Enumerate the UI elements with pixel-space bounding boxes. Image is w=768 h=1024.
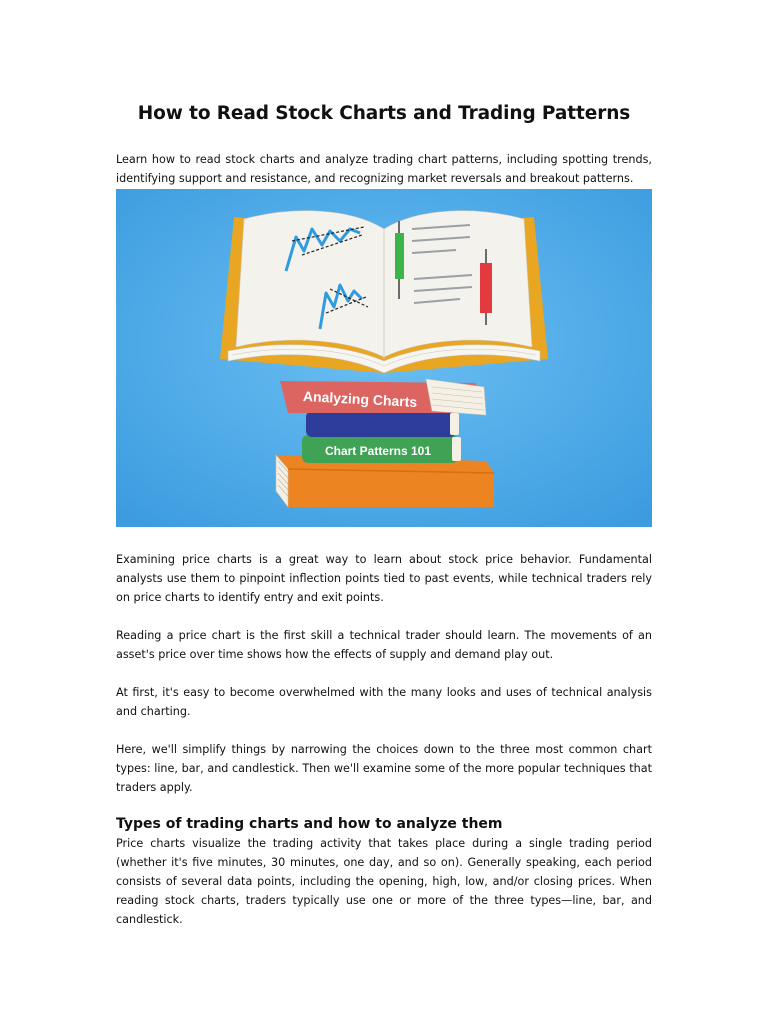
book-red (280, 379, 486, 415)
section-paragraph: Price charts visualize the trading activity that takes place during a single trading period (whether it's five minutes, 30 minutes, one day, and so on). Generally speaking, each period consists of several data points, including the opening, high, low, and/or closing prices. When reading stock charts, traders typically use one or more of the three types—line, bar, and candlestick. (116, 837, 652, 926)
paragraph: Reading a price chart is the first skill a technical trader should learn. The movements of an asset's price over time shows how the effects of supply and demand play out. (116, 629, 652, 661)
red-candle (480, 263, 492, 313)
book-navy (306, 411, 459, 437)
book-top-title: Analyzing Charts (302, 388, 418, 410)
page-title: How to Read Stock Charts and Trading Patterns (137, 103, 631, 124)
hero-illustration (116, 189, 652, 527)
open-book (220, 211, 548, 373)
book-green (302, 435, 461, 463)
paragraph: At first, it's easy to become overwhelmed with the many looks and uses of technical analysis and charting. (116, 686, 652, 718)
section-heading: Types of trading charts and how to analyze them (116, 816, 503, 832)
green-candle (395, 233, 404, 279)
paragraph: Examining price charts is a great way to learn about stock price behavior. Fundamental analysts use them to pinpoint inflection points tied to past events, while technical traders rely on price charts to identify entry and exit points. (116, 553, 652, 604)
intro-paragraph: Learn how to read stock charts and analyze trading chart patterns, including spotting trends, identifying support and resistance, and recognizing market reversals and breakout patterns. (116, 153, 652, 185)
paragraph: Here, we'll simplify things by narrowing the choices down to the three most common chart types: line, bar, and candlestick. Then we'll examine some of the more popular techniques that traders apply. (116, 743, 652, 794)
right-page (384, 211, 532, 357)
book-middle-title: Chart Patterns 101 (324, 444, 432, 458)
